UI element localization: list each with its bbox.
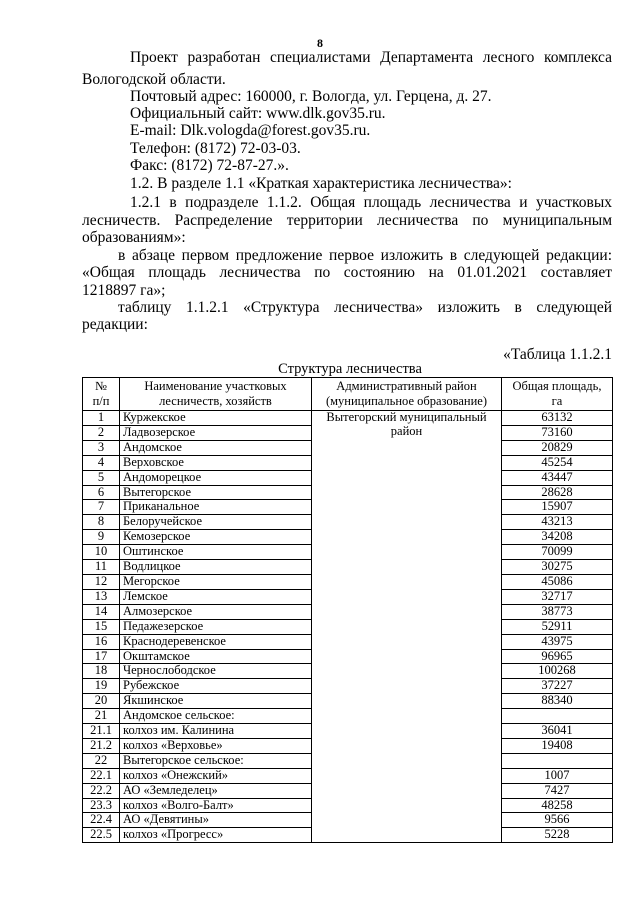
header-name-line-2: лесничеств, хозяйств [159,394,272,408]
row-number: 7 [83,500,120,515]
header-area-line-1: Общая площадь, [512,379,602,393]
row-name: Рубежское [120,679,312,694]
row-name: АО «Девятины» [120,813,312,828]
header-district [312,378,502,411]
row-name: Мегорское [120,574,312,589]
row-name: Ладвозерское [120,425,312,440]
page-number: 8 [317,36,323,50]
forestry-structure-table [82,377,613,843]
row-number: 2 [83,425,120,440]
item-1-2-1-line-1: 1.2.1 в подразделе 1.1.2. Общая площадь лесничества и участковых [130,194,612,211]
row-number: 1 [83,411,120,426]
row-area: 30275 [502,560,613,575]
row-name: колхоз «Верховье» [120,738,312,753]
header-number-line-1: № [95,379,107,393]
row-number: 12 [83,574,120,589]
row-number: 18 [83,664,120,679]
table-edit-line-1: таблицу 1.1.2.1 «Структура лесничества» изложить в следующей [118,299,612,316]
row-area: 9566 [502,813,613,828]
header-name-line-1: Наименование участковых [144,379,287,393]
row-area: 45086 [502,574,613,589]
row-number: 17 [83,649,120,664]
row-name: Верховское [120,455,312,470]
row-number: 23.3 [83,798,120,813]
row-area: 73160 [502,425,613,440]
header-number [83,378,120,411]
row-area: 43213 [502,515,613,530]
row-number: 15 [83,619,120,634]
table-row [83,411,613,426]
row-area: 15907 [502,500,613,515]
row-name: Белоручейское [120,515,312,530]
fax: Факс: (8172) 72-87-27.». [130,157,289,174]
row-name: Куржекское [120,411,312,426]
row-area: 19408 [502,738,613,753]
row-area: 96965 [502,649,613,664]
row-number: 21.2 [83,738,120,753]
row-name: Педажезерское [120,619,312,634]
row-name: Краснодеревенское [120,634,312,649]
postal-address: Почтовый адрес: 160000, г. Вологда, ул. Герцена, д. 27. [130,88,492,105]
row-number: 6 [83,485,120,500]
header-name [120,378,312,411]
row-area: 36041 [502,724,613,739]
row-number: 22.2 [83,783,120,798]
row-number: 5 [83,470,120,485]
phone: Телефон: (8172) 72-03-03. [130,140,301,157]
row-name: Лемское [120,589,312,604]
email: E-mail: Dlk.vologda@forest.gov35.ru. [130,122,371,139]
row-area: 38773 [502,604,613,619]
row-number: 9 [83,530,120,545]
header-district-line-1: Административный район [336,379,477,393]
row-name: колхоз «Прогресс» [120,828,312,843]
row-number: 8 [83,515,120,530]
row-number: 14 [83,604,120,619]
header-area [502,378,613,411]
intro-paragraph-line-2: Вологодской области. [82,71,226,88]
row-number: 4 [83,455,120,470]
row-area: 63132 [502,411,613,426]
item-1-2-1-line-2: лесничеств. Распределение территории лесничества по муниципальным [82,212,612,229]
row-number: 20 [83,694,120,709]
row-name: Алмозерское [120,604,312,619]
row-area [502,753,613,768]
row-area [502,709,613,724]
row-name: Андоморецкое [120,470,312,485]
row-area: 34208 [502,530,613,545]
row-area: 88340 [502,694,613,709]
row-name: Вытегорское [120,485,312,500]
row-number: 19 [83,679,120,694]
item-1-2: 1.2. В разделе 1.1 «Краткая характеристика лесничества»: [130,175,512,192]
row-name: Чернослободское [120,664,312,679]
row-number: 13 [83,589,120,604]
row-number: 21.1 [83,724,120,739]
item-1-2-1-line-3: образованиям»: [82,229,186,246]
row-area: 37227 [502,679,613,694]
row-number: 22.1 [83,768,120,783]
row-area: 45254 [502,455,613,470]
table-title: Структура лесничества [278,361,422,377]
row-name: Андомское сельское: [120,709,312,724]
row-area: 70099 [502,545,613,560]
row-name: Якшинское [120,694,312,709]
paragraph-edit-line-1: в абзаце первом предложение первое изложить в следующей редакции: [118,247,612,264]
row-name: Оштинское [120,545,312,560]
row-name: Окштамское [120,649,312,664]
row-area: 7427 [502,783,613,798]
header-district-line-2: (муниципальное образование) [325,394,488,408]
row-name: колхоз им. Калинина [120,724,312,739]
row-name: Водлицкое [120,560,312,575]
table-edit-line-2: редакции: [82,316,148,333]
row-number: 11 [83,560,120,575]
row-name: АО «Земледелец» [120,783,312,798]
row-name: Кемозерское [120,530,312,545]
row-number: 21 [83,709,120,724]
header-area-line-2: га [551,394,563,408]
row-area: 5228 [502,828,613,843]
row-name: Приканальное [120,500,312,515]
row-area: 32717 [502,589,613,604]
row-area: 48258 [502,798,613,813]
row-number: 10 [83,545,120,560]
row-number: 22.5 [83,828,120,843]
row-number: 22 [83,753,120,768]
district-line-1: Вытегорский муниципальный [326,410,487,424]
table-reference: «Таблица 1.1.2.1 [503,346,612,363]
row-area: 28628 [502,485,613,500]
paragraph-edit-line-2: «Общая площадь лесничества по состоянию на 01.01.2021 составляет [82,264,612,281]
row-name: Андомское [120,440,312,455]
official-site: Официальный сайт: www.dlk.gov35.ru. [130,105,386,122]
row-area: 100268 [502,664,613,679]
table-header-row [83,378,613,411]
row-area: 43447 [502,470,613,485]
paragraph-edit-line-3: 1218897 га»; [82,282,166,299]
row-area: 1007 [502,768,613,783]
header-number-line-2: п/п [92,394,110,408]
row-name: колхоз «Онежский» [120,768,312,783]
district-line-2: район [390,423,423,438]
table-body [83,411,613,843]
row-name: колхоз «Волго-Балт» [120,798,312,813]
intro-paragraph-line-1: Проект разработан специалистами Департамента лесного комплекса [130,49,612,66]
row-area: 20829 [502,440,613,455]
row-area: 43975 [502,634,613,649]
row-number: 22.4 [83,813,120,828]
row-number: 3 [83,440,120,455]
district-cell [312,411,502,843]
row-number: 16 [83,634,120,649]
row-name: Вытегорское сельское: [120,753,312,768]
row-area: 52911 [502,619,613,634]
